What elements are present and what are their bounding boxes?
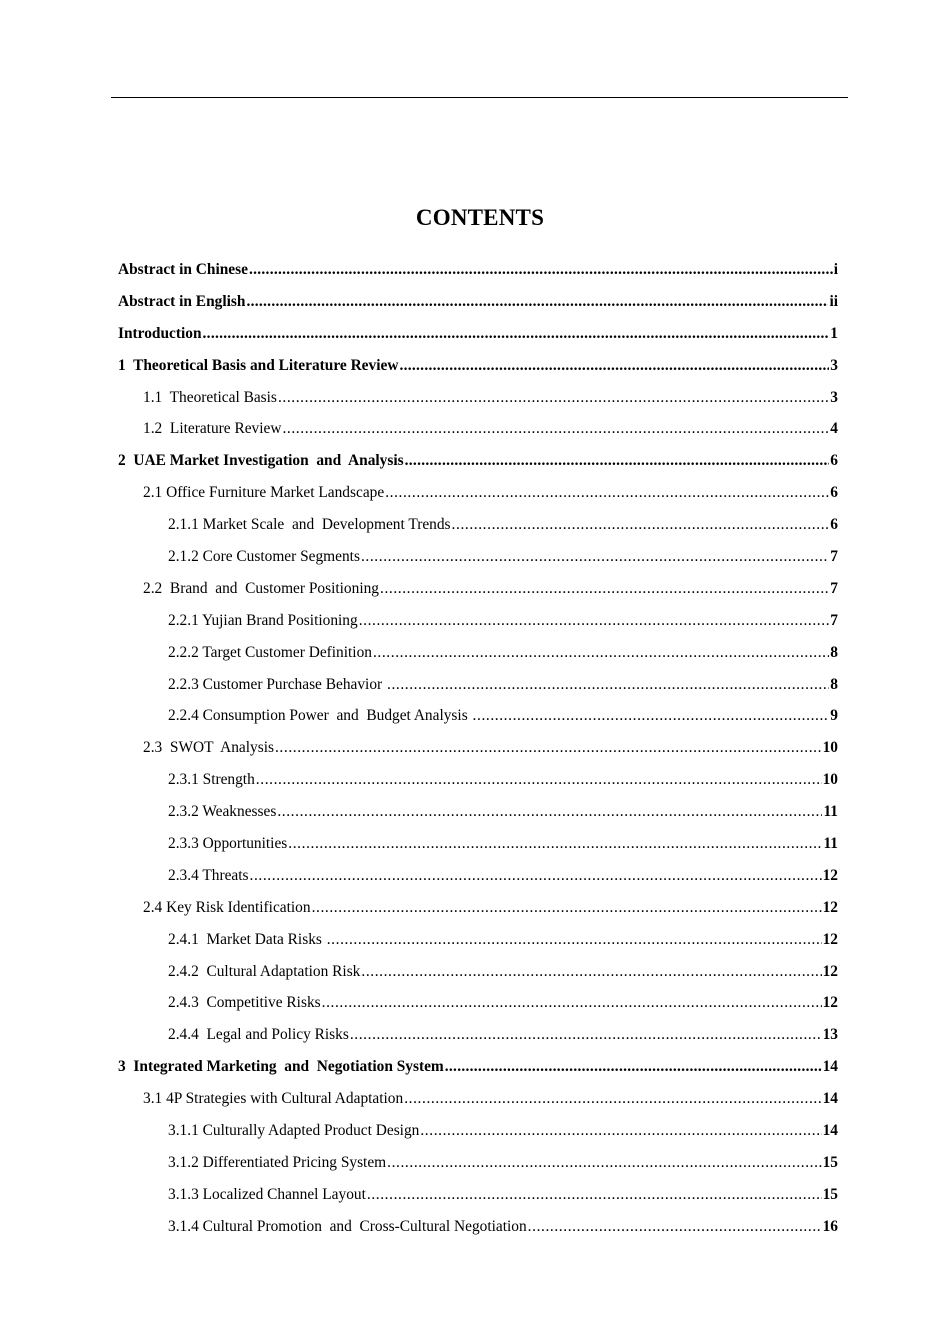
dot-leader [387, 669, 829, 701]
toc-entry-title: 3.1 4P Strategies with Cultural Adaptation [143, 1090, 404, 1108]
dot-leader [380, 573, 829, 605]
toc-page-number: 7 [830, 611, 838, 629]
toc-page-number: 6 [830, 452, 838, 470]
toc-entry-title: 3.1.2 Differentiated Pricing System [168, 1153, 387, 1171]
dot-leader [420, 1115, 821, 1147]
toc-page-number: ii [829, 292, 838, 310]
toc-entry-title: 2.3.4 Threats [168, 866, 249, 884]
dot-leader [282, 413, 829, 445]
toc-entry[interactable] [118, 892, 838, 924]
toc-entry[interactable] [118, 764, 838, 796]
toc-entry-title: 2.3.3 Opportunities [168, 835, 288, 853]
toc-entry-title: 2.4.2 Cultural Adaptation Risk [168, 962, 361, 980]
dot-leader [246, 286, 828, 318]
toc-entry[interactable] [118, 700, 838, 732]
toc-entry-title: 2.1.2 Core Customer Segments [168, 548, 360, 566]
dot-leader [277, 796, 822, 828]
toc-entry[interactable] [118, 573, 838, 605]
toc-entry[interactable] [118, 286, 838, 318]
toc-entry-title: 2.4 Key Risk Identification [143, 898, 311, 916]
toc-entry[interactable] [118, 413, 838, 445]
dot-leader [528, 1211, 822, 1243]
toc-entry[interactable] [118, 1147, 838, 1179]
toc-entry-title: 2.3.1 Strength [168, 771, 255, 789]
toc-page-number: 14 [822, 1090, 838, 1108]
dot-leader [327, 924, 822, 956]
dot-leader [361, 956, 821, 988]
dot-leader [385, 477, 829, 509]
toc-entry[interactable] [118, 254, 838, 286]
dot-leader [373, 637, 829, 669]
toc-entry-title: 2.2.3 Customer Purchase Behavior [168, 675, 386, 693]
toc-entry-title: 2.4.3 Competitive Risks [168, 994, 321, 1012]
toc-page-number: 4 [830, 420, 838, 438]
toc-page-number: 10 [822, 771, 838, 789]
toc-page-number: 7 [830, 548, 838, 566]
toc-entry[interactable] [118, 350, 838, 382]
dot-leader [256, 764, 822, 796]
dot-leader [278, 382, 829, 414]
toc-entry[interactable] [118, 828, 838, 860]
toc-entry[interactable] [118, 669, 838, 701]
toc-entry-title: 2.2.2 Target Customer Definition [168, 643, 372, 661]
toc-entry[interactable] [118, 1211, 838, 1243]
toc-page-number: 12 [822, 866, 838, 884]
toc-entry[interactable] [118, 860, 838, 892]
contents-title: CONTENTS [415, 205, 545, 231]
toc-page-number: 12 [822, 994, 838, 1012]
toc-entry[interactable] [118, 1179, 838, 1211]
toc-page-number: 15 [822, 1185, 838, 1203]
dot-leader [404, 1083, 821, 1115]
dot-leader [322, 987, 822, 1019]
toc-entry[interactable] [118, 477, 838, 509]
toc-page-number: 12 [822, 962, 838, 980]
dot-leader [350, 1019, 822, 1051]
dot-leader [203, 318, 830, 350]
dot-leader [405, 445, 830, 477]
dot-leader [275, 732, 822, 764]
toc-page-number: 8 [830, 675, 838, 693]
toc-page-number: 1 [830, 324, 838, 342]
dot-leader [473, 700, 830, 732]
toc-page-number: 3 [830, 388, 838, 406]
dot-leader [445, 1051, 822, 1083]
toc-page-number: 6 [830, 516, 838, 534]
toc-page-number: 14 [822, 1058, 838, 1076]
dot-leader [359, 605, 830, 637]
toc-page-number: 13 [822, 1026, 838, 1044]
toc-entry-title: 1 Theoretical Basis and Literature Review [118, 356, 399, 374]
toc-entry-title: 2.1 Office Furniture Market Landscape [143, 484, 385, 502]
toc-page-number: 9 [830, 707, 838, 725]
toc-entry[interactable] [118, 382, 838, 414]
toc-page-number: 11 [823, 835, 838, 853]
dot-leader [361, 541, 829, 573]
toc-entry[interactable] [118, 1051, 838, 1083]
toc-entry-title: 2.2.4 Consumption Power and Budget Analysis [168, 707, 472, 725]
table-of-contents [118, 254, 838, 1243]
toc-entry[interactable] [118, 509, 838, 541]
toc-entry[interactable] [118, 318, 838, 350]
toc-entry-title: 2.3 SWOT Analysis [143, 739, 274, 757]
toc-page-number: 6 [830, 484, 838, 502]
toc-page-number: 11 [823, 803, 838, 821]
toc-page-number: 14 [822, 1122, 838, 1140]
toc-page-number: 10 [822, 739, 838, 757]
toc-entry-title: 1.2 Literature Review [143, 420, 282, 438]
dot-leader [367, 1179, 822, 1211]
toc-page-number: 7 [830, 579, 838, 597]
dot-leader [288, 828, 822, 860]
toc-entry-title: 3.1.3 Localized Channel Layout [168, 1185, 366, 1203]
toc-entry-title: 3 Integrated Marketing and Negotiation System [118, 1058, 444, 1076]
toc-entry-title: 2.4.1 Market Data Risks [168, 930, 326, 948]
toc-entry-title: Abstract in English [118, 292, 246, 310]
toc-entry-title: 2.1.1 Market Scale and Development Trends [168, 516, 451, 534]
toc-entry[interactable] [118, 1019, 838, 1051]
toc-entry-title: 2.2 Brand and Customer Positioning [143, 579, 379, 597]
toc-page-number: 12 [822, 898, 838, 916]
dot-leader [249, 254, 833, 286]
toc-entry-title: 3.1.4 Cultural Promotion and Cross-Cultural Negotiation [168, 1217, 527, 1235]
toc-entry[interactable] [118, 1083, 838, 1115]
toc-entry[interactable] [118, 796, 838, 828]
toc-entry[interactable] [118, 637, 838, 669]
header-rule [111, 97, 848, 98]
toc-entry-title: 2.4.4 Legal and Policy Risks [168, 1026, 349, 1044]
toc-entry-title: Abstract in Chinese [118, 261, 248, 278]
dot-leader [250, 860, 822, 892]
toc-entry-title: 3.1.1 Culturally Adapted Product Design [168, 1122, 420, 1140]
toc-entry[interactable] [118, 987, 838, 1019]
toc-entry-title: 1.1 Theoretical Basis [143, 388, 277, 406]
toc-entry[interactable] [118, 732, 838, 764]
toc-entry[interactable] [118, 541, 838, 573]
toc-entry[interactable] [118, 924, 838, 956]
dot-leader [399, 350, 829, 382]
dot-leader [387, 1147, 821, 1179]
toc-page-number: 15 [822, 1153, 838, 1171]
toc-entry[interactable] [118, 956, 838, 988]
toc-entry[interactable] [118, 605, 838, 637]
toc-page-number: i [833, 261, 838, 278]
toc-page-number: 3 [830, 356, 838, 374]
toc-entry[interactable] [118, 445, 838, 477]
toc-page-number: 8 [830, 643, 838, 661]
dot-leader [452, 509, 830, 541]
toc-page-number: 12 [822, 930, 838, 948]
toc-entry-title: 2.2.1 Yujian Brand Positioning [168, 611, 358, 629]
toc-entry[interactable] [118, 1115, 838, 1147]
toc-entry-title: Introduction [118, 324, 202, 342]
toc-page-number: 16 [822, 1217, 838, 1235]
toc-entry-title: 2.3.2 Weaknesses [168, 803, 277, 821]
toc-entry-title: 2 UAE Market Investigation and Analysis [118, 452, 404, 470]
dot-leader [312, 892, 822, 924]
